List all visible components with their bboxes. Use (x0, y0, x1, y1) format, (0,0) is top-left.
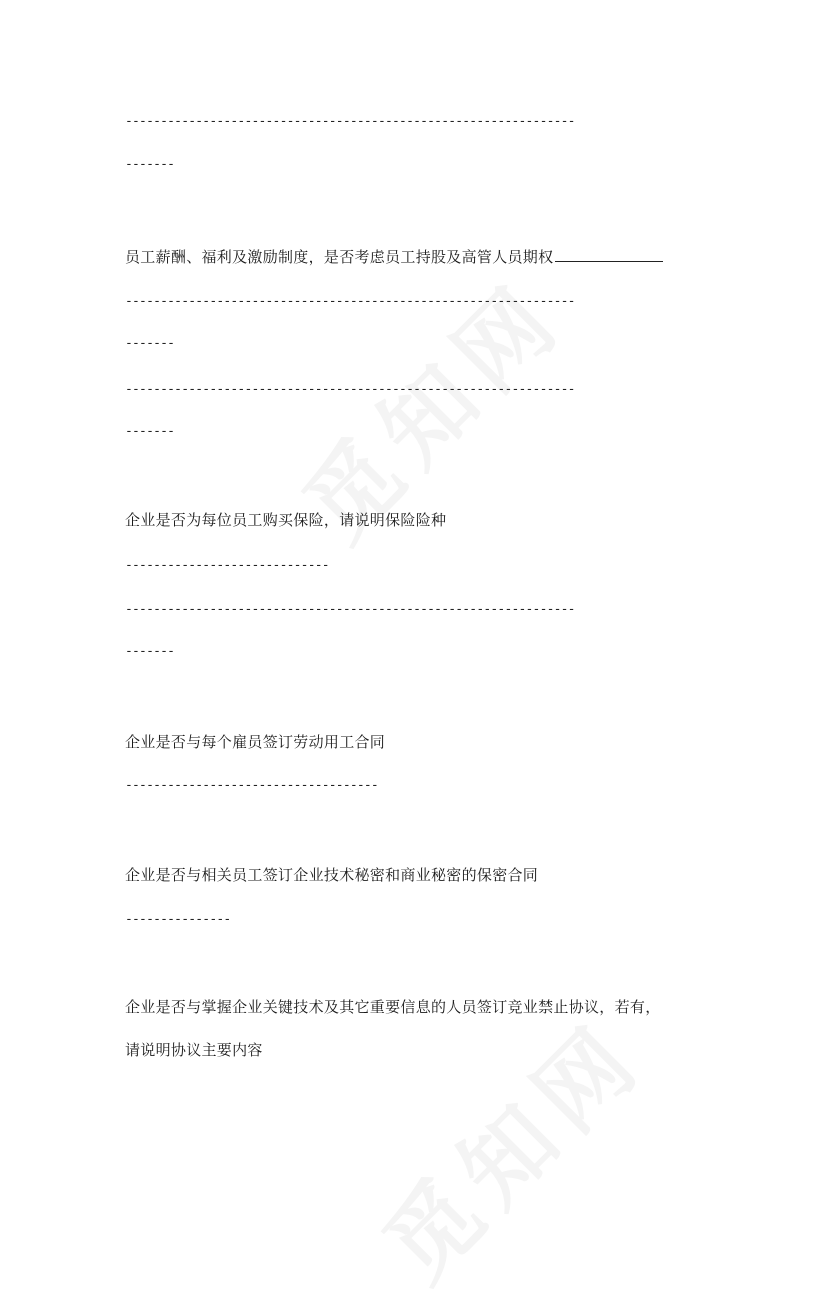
dash-line: ------- (125, 336, 175, 351)
dash-line: ------------------------------------ (125, 778, 378, 793)
dash-line: ---------------------------------------------------------------- (125, 294, 575, 309)
watermark (350, 987, 668, 1305)
dash-line: ---------------------------------------------------------------- (125, 602, 575, 617)
question-text: 员工薪酬、福利及激励制度，是否考虑员工持股及高管人员期权 (125, 248, 554, 266)
question-salary (125, 244, 663, 267)
dash-line: ----------------------------- (125, 558, 329, 573)
question-insurance: 企业是否为每位员工购买保险，请说明保险险种 (125, 511, 447, 529)
question-confidentiality: 企业是否与相关员工签订企业技术秘密和商业秘密的保密合同 (125, 866, 539, 884)
question-noncompete-line1: 企业是否与掌握企业关键技术及其它重要信息的人员签订竞业禁止协议，若有， (125, 998, 661, 1016)
dash-line: ------- (125, 157, 175, 172)
dash-line: ------- (125, 424, 175, 439)
dash-line: ---------------------------------------------------------------- (125, 382, 575, 397)
dash-line: --------------- (125, 912, 231, 927)
dash-line: ---------------------------------------------------------------- (125, 114, 575, 129)
question-noncompete-line2: 请说明协议主要内容 (125, 1041, 263, 1059)
answer-blank (555, 244, 663, 262)
dash-line: ------- (125, 644, 175, 659)
question-labor-contract: 企业是否与每个雇员签订劳动用工合同 (125, 733, 386, 751)
